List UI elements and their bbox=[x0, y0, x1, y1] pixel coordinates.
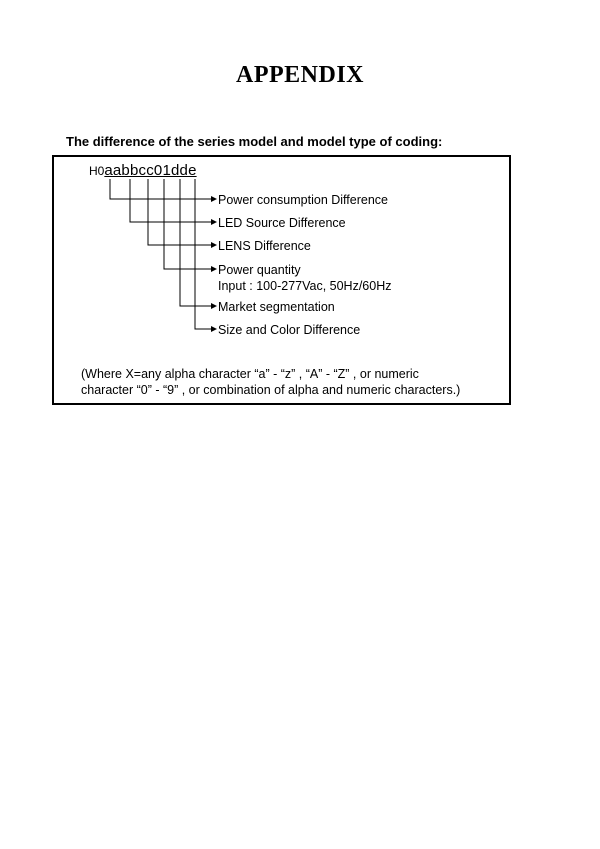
model-code-chars: aabbcc01dde bbox=[104, 162, 197, 179]
label-power-quantity: Power quantity bbox=[218, 263, 301, 277]
label-power-input: Input : 100-277Vac, 50Hz/60Hz bbox=[218, 279, 392, 293]
coding-note-line-2: character “0” - “9” , or combination of alpha and numeric characters.) bbox=[81, 383, 461, 397]
branch-line-led-source bbox=[130, 179, 216, 222]
branch-line-power-quantity bbox=[164, 179, 216, 269]
label-lens: LENS Difference bbox=[218, 239, 311, 253]
branch-line-market bbox=[180, 179, 216, 306]
coding-note-line-1: (Where X=any alpha character “a” - “z” , “A” - “Z” , or numeric bbox=[81, 367, 419, 381]
label-size-color: Size and Color Difference bbox=[218, 323, 361, 337]
branch-line-power-consumption bbox=[110, 179, 216, 199]
label-led-source: LED Source Difference bbox=[218, 216, 346, 230]
section-heading: The difference of the series model and model type of coding: bbox=[66, 134, 443, 149]
model-code-prefix: H0 bbox=[89, 164, 105, 178]
page-title: APPENDIX bbox=[236, 62, 364, 88]
label-market-segmentation: Market segmentation bbox=[218, 300, 335, 314]
label-power-consumption: Power consumption Difference bbox=[218, 193, 388, 207]
coding-note bbox=[81, 366, 460, 398]
branch-line-lens bbox=[148, 179, 216, 245]
